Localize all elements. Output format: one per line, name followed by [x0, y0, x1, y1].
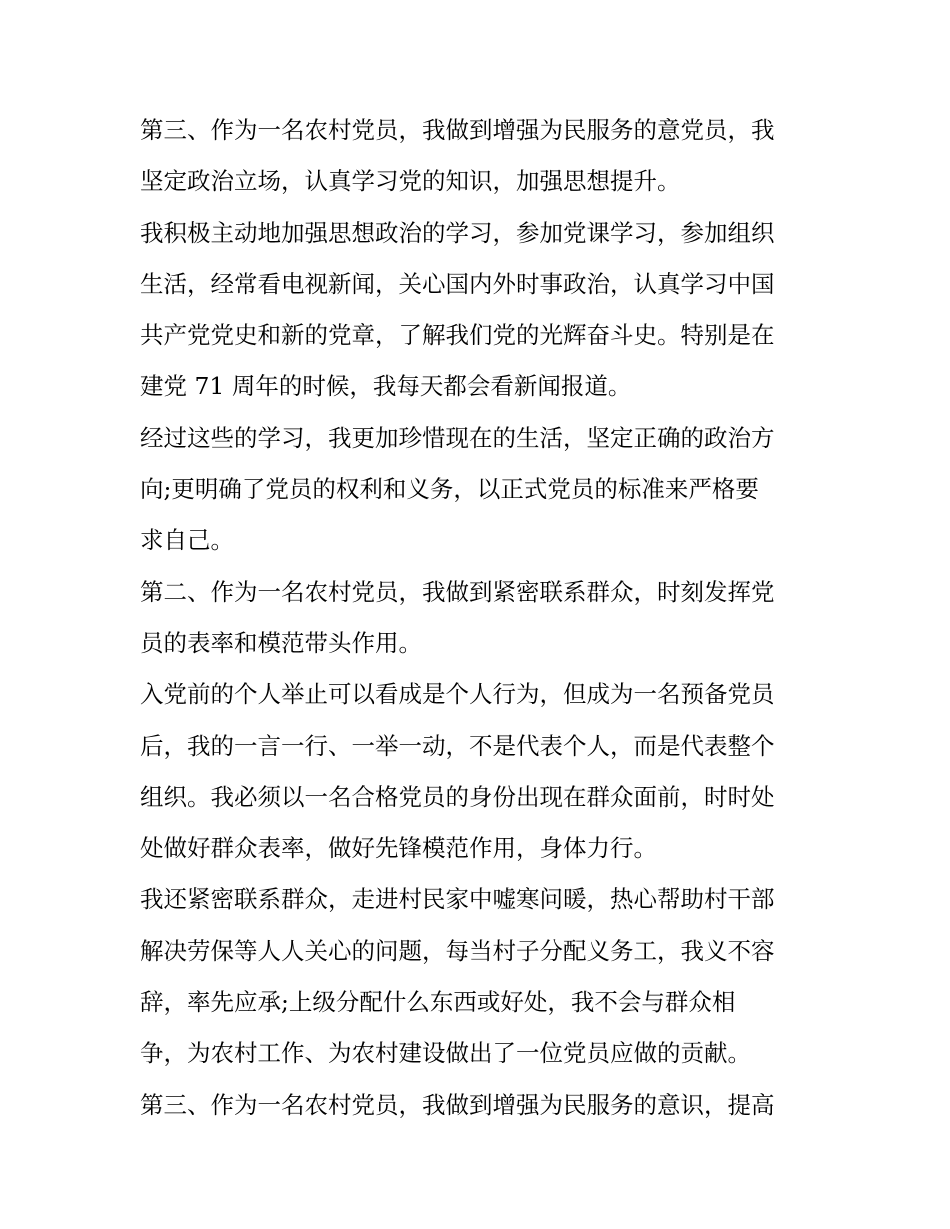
text-line: 员的表率和模范带头作用。	[140, 628, 422, 657]
text-line: 坚定政治立场，认真学习党的知识，加强思想提升。	[140, 167, 681, 196]
text-line: 第三、作为一名农村党员，我做到增强为民服务的意党员，我	[140, 116, 775, 144]
text-line: 经过这些的学习，我更加珍惜现在的生活，坚定正确的政治方	[140, 423, 775, 452]
text-line: 生活，经常看电视新闻，关心国内外时事政治，认真学习中国	[140, 269, 775, 298]
text-line: 争，为农村工作、为农村建设做出了一位党员应做的贡献。	[140, 1039, 751, 1068]
text-line: 解决劳保等人人关心的问题，每当村子分配义务工，我义不容	[140, 936, 775, 965]
text-line: 我还紧密联系群众，走进村民家中嘘寒问暖，热心帮助村干部	[140, 885, 775, 914]
text-line: 第二、作为一名农村党员，我做到紧密联系群众，时刻发挥党	[140, 577, 775, 606]
text-line: 求自己。	[140, 526, 234, 555]
document-body	[140, 108, 820, 1134]
text-line: 建党 71 周年的时候，我每天都会看新闻报道。	[140, 372, 632, 401]
text-line: 我积极主动地加强思想政治的学习，参加党课学习，参加组织	[140, 218, 775, 247]
text-line: 入党前的个人举止可以看成是个人行为，但成为一名预备党员	[140, 680, 775, 709]
text-line: 后，我的一言一行、一举一动，不是代表个人，而是代表整个	[140, 731, 775, 760]
text-line: 处做好群众表率，做好先锋模范作用，身体力行。	[140, 834, 657, 863]
text-line: 向;更明确了党员的权利和义务，以正式党员的标准来严格要	[140, 475, 759, 504]
text-line: 辞，率先应承;上级分配什么东西或好处，我不会与群众相	[140, 988, 736, 1017]
text-line: 第三、作为一名农村党员，我做到增强为民服务的意识，提高	[140, 1090, 775, 1119]
text-line: 共产党党史和新的党章，了解我们党的光辉奋斗史。特别是在	[140, 321, 775, 350]
text-line: 组织。我必须以一名合格党员的身份出现在群众面前，时时处	[140, 782, 775, 811]
